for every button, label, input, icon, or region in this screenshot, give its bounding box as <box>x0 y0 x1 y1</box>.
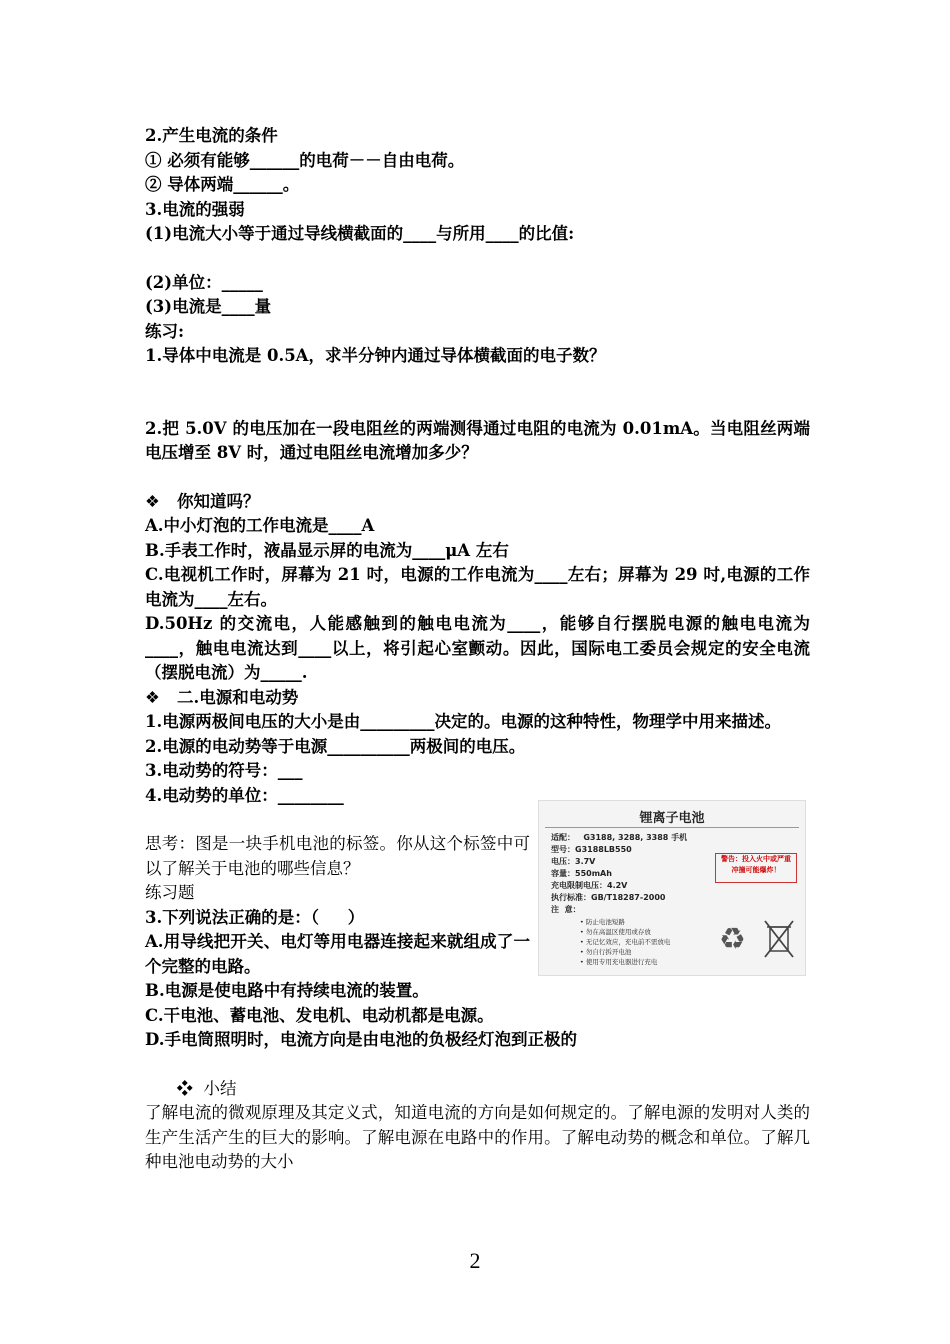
recycle-icon: ♻ <box>719 922 746 957</box>
fact-c: C.电视机工作时，屏幕为 21 吋，电源的工作电流为____左右；屏幕为 29 吋,电源的工作电流为____左右。 <box>145 565 810 609</box>
strength-item-2: (2)单位：_____ <box>145 272 263 292</box>
battery-label-specs: 适配： G3188, 3288, 3388 手机 型号：G3188LB550 电压：3.7V 容量：550mAh 充电限制电压：4.2V 执行标准：GB/T18287-2000 注 意： <box>551 833 688 914</box>
exercise-heading: 练习: <box>145 321 185 341</box>
page-number: 2 <box>469 1248 481 1273</box>
battery-label-notes: • 防止电池短路 • 勿在高温区使用或存放 • 无记忆效应，充电前不需放电 • 勿自行拆开电池 • 使用专用充电器进行充电 <box>579 918 671 966</box>
exercise-1: 1.导体中电流是 0.5A，求半分钟内通过导体横截面的电子数？ <box>145 346 606 365</box>
battery-label-title: 锂离子电池 <box>639 811 705 826</box>
practice-heading: 练习题 <box>145 883 195 902</box>
strength-item-1: (1)电流大小等于通过导线横截面的____与所用____的比值: <box>145 224 575 243</box>
summary-text: 了解电流的微观原理及其定义式，知道电流的方向是如何规定的。了解电源的发明对人类的生产生活产生的巨大的影响。了解电源在电路中的作用。了解电动势的概念和单位。了解几种电池电动势的大小 <box>145 1103 810 1171</box>
emf-item-3: 3.电动势的符号：___ <box>145 761 303 780</box>
option-a: A.用导线把开关、电灯等用电器连接起来就组成了一个完整的电路。 <box>145 932 530 976</box>
emf-item-1: 1.电源两极间电压的大小是由_________决定的。电源的这种特性，物理学中用来描述。 <box>145 712 781 731</box>
section-heading-emf: 二.电源和电动势 <box>177 687 299 707</box>
document-body <box>145 124 810 1175</box>
battery-label-image <box>538 800 806 976</box>
diamond-bullet-icon: ❖ <box>145 491 160 511</box>
diamond-bullet-icon: ❖ <box>145 687 160 707</box>
fact-d: D.50Hz 的交流电，人能感触到的触电电流为____，能够自行摆脱电源的触电电流为____，触电电流达到____以上，将引起心室颤动。因此，国际电工委员会规定的安全电流（摆脱电流）为_____. <box>145 614 810 682</box>
option-b: B.电源是使电路中有持续电流的装置。 <box>145 981 429 1000</box>
emf-item-2: 2.电源的电动势等于电源__________两极间的电压。 <box>145 736 526 756</box>
battery-label-warning: 警告：投入火中或严重 冲撞可能爆炸！ <box>715 853 797 883</box>
summary-heading: 小结 <box>203 1078 237 1098</box>
option-d: D.手电筒照明时，电流方向是由电池的负极经灯泡到正极的 <box>145 1030 577 1049</box>
strength-item-3: (3)电流是____量 <box>145 297 272 316</box>
condition-1: ① 必须有能够______的电荷－－自由电荷。 <box>145 150 465 170</box>
did-you-know-heading: 你知道吗？ <box>177 491 260 511</box>
emf-item-4: 4.电动势的单位：________ <box>145 785 344 805</box>
heading-current-strength: 3.电流的强弱 <box>145 199 245 219</box>
crossed-bin-icon <box>763 919 795 959</box>
fact-b: B.手表工作时，液晶显示屏的电流为____μA 左右 <box>145 540 509 560</box>
diamond-bullet-icon: ❖ <box>176 1078 193 1098</box>
option-c: C.干电池、蓄电池、发电机、电动机都是电源。 <box>145 1005 494 1025</box>
fact-a: A.中小灯泡的工作电流是____A <box>145 516 375 535</box>
heading-current-conditions: 2.产生电流的条件 <box>145 126 278 145</box>
exercise-2: 2.把 5.0V 的电压加在一段电阻丝的两端测得通过电阻的电流为 0.01mA。当电阻丝两端电压增至 8V 时，通过电阻丝电流增加多少？ <box>145 418 810 462</box>
divider <box>545 827 799 828</box>
condition-2: ② 导体两端______。 <box>145 175 300 194</box>
think-question: 思考：图是一块手机电池的标签。你从这个标签中可以了解关于电池的哪些信息？ <box>145 834 530 878</box>
question-3: 3.下列说法正确的是：（ ） <box>145 907 365 927</box>
